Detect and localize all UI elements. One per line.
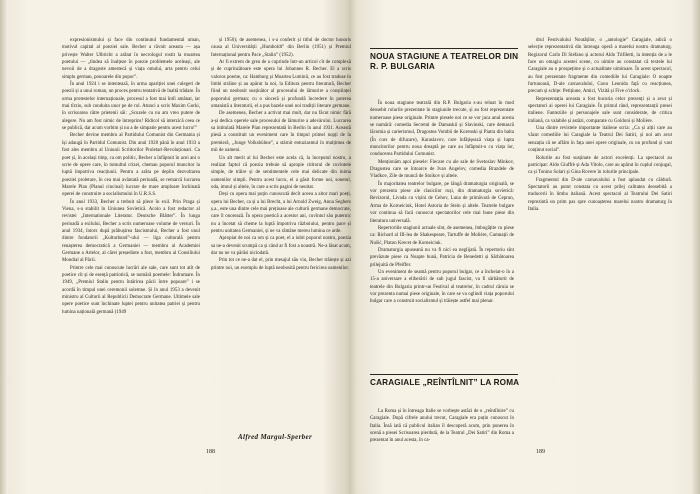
paragraph: În anul 1933, Becher a trebuit să plece în exil. Prin Praga și Viena, s-a stabilit în Uniunea Sovietică. Acolo a fost redactor al revistei „Internationale Literatur. Deutsche Blätter”. În lunga perioadă a exilului, Becher a scris numeroase volume de versuri. În anul 1934, întors după prăbușirea fascismului, Becher a fost unul dintre fondatorii „Kulturbund”-ului — liga culturală pentru renașterea democratică a Germaniei — membru al Academiei Germane a Artelor, al cărei președinte a fost, membru al Consiliului Mondial al Păcii. xyxy=(62,199,200,264)
paragraph: Reprezentația aceasta a fost bucuria celor prezenți și a avut și spectatori ai operei lui Caragiale. În primul rând, reprezentanții presei italiene. Fanteziile și personajele sale sunt considerate, de critica italiană, ca valabile și astăzi, comparate cu Goldoni și Molière. xyxy=(528,96,672,124)
paragraph: Printre cele mai cunoscute lucrări ale sale, care sunt tot atît de poetice cît și de esență patriotică, se numără poemele: Îndrumare. În 1949, „Premiul Stalin pentru întărirea păcii între popoare” i se acordă în timpul unei ceremonii solemne. Și în anul 1953 a devenit ministru al Culturii al Republicii Democrate Germane. Ultimele sale opere poetice sunt închinate luptei pentru unitatea patriei și pentru lumina națională germană (1949 xyxy=(62,265,200,315)
paragraph: Ar fi extrem de greu de a cuprinde într-un articol cît de complexă și de cuprinzătoare este opera lui Johannes R. Becher. El a scris valoros poeme, ca: Hamburg și Moartea Luminii, ce au fost traduse în limbi străine și au apărut la noi, la Editura pentru literatură, Becher fiind un neobosit susținător al procesului de lămurire a conștiinței poporului german; cu o sinceră și profundă încredere în puterea umanistă a literaturii, el a pus bazele unei noi tradiții literare germane. xyxy=(211,60,351,110)
paragraph: Un eveniment de seamă pentru poporul bulgar, ce a încheiat-o în a 15-a aniversare a eliberării de sub jugul fascist, va fi sărbătorit de teatrele din Bulgaria printr-un Festival al teatrelor, în cadrul căruia se vor prezenta numai piese originale, în care se va oglindi viața poporului bulgar care a construit socialismul și trăiește astfel mai plenar. xyxy=(370,269,514,305)
article-heading-caragiale: CARAGIALE „REÎNTÎLNIT” LA ROMA xyxy=(370,378,520,387)
paragraph: expresionismului și face din continutul fundamental uman, motivul capital al poeziei sale. Becher a râvnit aceasta — așa privește Walter Ulbricht a arătat în necrologul rostit la moartea poetului — „tîndea să înalțeze în poezie problemele aceleași, ale nevoii de a dragoste amestecă și viața omului, arta pentru celui simplu german, ponoarele din popor”. xyxy=(62,38,200,80)
paragraph: De asemenea, Becher a activat mai mult, dar nu făcut nimic fără a-și dedica operele sale procesului de lămurire a adevărului. Lucrarea sa intitulată Marele Plan reprezentată în Berlin în anul 1931. Această piesă a constituit un eveniment care în timpul primei nopți de la premieră, ,,Junge Volksbühne”, a stârnit entuziasmul în mulțimea de mii de oameni. xyxy=(211,111,351,154)
paragraph: La Roma și în întreaga Italie se vorbește astăzi de o „reîntîlnire” cu Caragiale. După cifrele anului trecut, Caragiale era puțin cunoscut în Italia. Însă iată că publicul italian îl descoperă acum, prin punerea în scenă a piesei Scrisoarea pierdută, de la Teatrul „Dei Satiri” din Roma a prezentat în anul acesta, în ca- xyxy=(370,409,514,444)
right-column-2 xyxy=(528,37,672,213)
paragraph: Rolurile au fost susținute de actori excelenți. La spectacol au participat: Aldo Giuffrè și Ada Vitolo, care au apărut în cuplul conjugal, ca și Tonino Solari și Gina Rovere în rolurile principale. xyxy=(528,155,672,176)
paragraph: Prin tot ce ne-a dat el, prin mesajul său viu, Becher trăiește și azi printre noi, un exemplu de luptă neobosită pentru fericirea oamenilor. xyxy=(211,258,351,271)
left-column-2 xyxy=(211,37,351,272)
page-number-right: 189 xyxy=(536,449,545,455)
article-heading-bulgaria: NOUA STAGIUNE A TEATRELOR DIN R. P. BULGARIA xyxy=(370,52,519,71)
paragraph: În noua stagiune teatrală din R.P. Bulgaria s-au reluat în mod deosebit rolurile prezentate în stagiunile trecute, și au fost reprezentate numeroase piese originale. Printre piesele noi ce se vor juca anul acesta se numără: comedia Secretul de Damaskii și Slavinski, care demască lăcomia și carierismul, Dragostea Vombii de Korenski și Piatra din balta (În curs de difuzare), Karaslavov, care înfățișează viața și lupta muncitorilor pentru noua dreaptă pe care au înfăptuit-o cu viața lor, conducerea Partidului Comunist. xyxy=(370,101,514,158)
paragraph: Fragmentul din D-ale carnavalului a fost aplaudat cu căldură. Spectatorii au putut constata cu acest prilej calitatea deosebită a traducerii în limba italiană. Acest spectacol al Teatrului Dei Satiri reprezintă un prim pas spre cunoașterea marelui nostru dramaturg în Italia. xyxy=(528,177,672,212)
paragraph: Becher devine membru al Partidului Comunist din Germania și își adaugă în Partidul Comunist. Din anul 1928 până în anul 1933 a fost ales membru al Uniunii Scriitorilor Proletari-Revoluționari. Ca poet și, în același timp, ca om politic, Becher a înfăptuit în acei ani o scrie de opere care, în tumultul crizei, chemau poporul muncitor la luptă împotriva reacțiunii. Pentru a arăta pe deplin dezvoltarea poeziei proletare, în cea mai avântată perioadă, se remarcă lucrarea Marele Plan (Planul cincinal) lucrare de mare amploare închinată operei de construire a socialismului în U.R.S.S. xyxy=(62,133,200,198)
paragraph: Una dintre revistele importante italiene scria: „Ca și alții care au văzut comediile lui Caragiale la Teatrul Dei Satiri, și noi am avut senzația că ne aflăm în fața unei opere originale, cu un profund și vast conținut social”. xyxy=(528,126,672,154)
paragraph: În anul 1924 i se intentează, în urma apariției unei culegeri de poezii și a unui roman, un proces pentru tentativă de înaltă trădare. În urma protestelor internaționale, procesul a fost mai întîi amânat, iar mai tîrziu, sub conduita unor pe de rol. Atunci a scris Maxim Gorki, în scrisoarea către prietenii săi: „Scuzele cu nu am vreo putere de alegere. Nu am fost nimic de întreprins! Ridicol să interzică ceea ce se publică, dar acum vorbim și nu a de simpatie pentru acest lucru!” xyxy=(62,82,200,132)
paragraph: Un alt merit al lui Becher este acela că, la începutul nostru, a realizat faptul că poezia trebuie să apropie cititorul de cuvintele simple, de trăire și de sentimentele cele mai delicate din inima oamenilor simpli. Pentru acest lucru, el a găsit forme noi, sonetul, oda, imnul și altele, în care a scris pagini de neuitat. xyxy=(211,155,351,190)
author-signature: Alfred Margul-Sperber xyxy=(238,433,313,441)
paragraph: Dramaturgia apuseană nu va fi nici ea neglijată. În repertoriu sînt prevăzute piese ca Noapte bună, Patricia de Benedetti și Sărbătoarea prilejuită de Pfeiffer. xyxy=(370,247,514,268)
right-page xyxy=(352,0,700,494)
paragraph: Deși cu opera mai puțin cunoscută decît aceea a altor mari poeți, opera lui Becher, ca și a lui Brecht, a lui Arnold Zweig, Anna Seghers ș.a., este una dintre cele mai prețioase ale culturii germane democrate, care îl onorează. În opera poetică a acestor ani, cuvîntul său puternic nu a încetat să cheme la luptă împotriva războiului, pentru pace și pentru unitatea Germaniei, și ne va rămâne mereu lumina ce arde. xyxy=(211,192,351,234)
paragraph: Repertoriile stagiunii actuale sînt, de asemenea, îmbogățite cu piese ca: Richard al III-lea de Shakespeare, Tartuffe de Molière, Cumnații de Nušić, Platon Krecet de Korneiciuk. xyxy=(370,225,514,246)
heading-rule xyxy=(370,374,518,375)
book-edge-right xyxy=(690,0,700,494)
right-column-1 xyxy=(370,100,514,306)
paragraph: drul Festivalului Noutăților, o „antologie” Caragiale, adică o selecție reprezentativă din întreaga operă a marelui nostru dramaturg. Regizorul Carlo Di Stefano și actorul Aldo Trifiletti, la intenția de a le face un omagiu acestei scene, cu uimire au constatat că textele lui Caragiale au o prospețime și o actualitate uimitoare. În acest spectacol, au fost prezentate fragmente din comediile lui Caragiale: O noapte furtunoasă, D-ale carnavalului, Conu Leonida față cu reacțiunea, precum și schițe: Petițiune, Amici, Vizită și Five o'clock. xyxy=(528,38,672,95)
paragraph: Apropiat de noi ca om și ca poet, el a iubit poporul nostru, poezia sa ne-a devenit scumpă ca și când ar fi fost a noastră. Ne-a lăsat acum, dar nu ne va părăsi niciodată. xyxy=(211,236,351,256)
left-column-1 xyxy=(62,37,200,316)
paragraph: În majoritatea teatrelor bulgare, pe lângă dramaturgia originală, se vor prezenta piese ale clasicilor ruși, din dramaturgia sovietică: Revizorul, Livada cu vișini de Cehov, Luna de primăvară de Ceprun, Arma de Korneiciuk, Hotel Astoria de Stein și altele. Teatrele bulgare vor continua să facă cunoscut spectatorilor cele mai bune piese din literatura universală. xyxy=(370,181,514,224)
paragraph: și 1950); de asemenea, i s-a conferit și titlul de doctor honoris causa al Universității „Humboldt” din Berlin (1951) și Premiul Internațional pentru Pace „Stalin” (1952). xyxy=(211,38,351,58)
heading-rule xyxy=(370,48,518,49)
page-number-left: 188 xyxy=(206,449,215,455)
paragraph: Menționăm apoi piesele: Fiecare cu ale sale de Svetoslav Minkov, Dragostea care se întoarce de Ivan Angelov, comedia Brazdele de Vladkov, Zile de muncă de Stoikov și altele. xyxy=(370,159,514,180)
right-column-1-lower xyxy=(370,408,514,444)
